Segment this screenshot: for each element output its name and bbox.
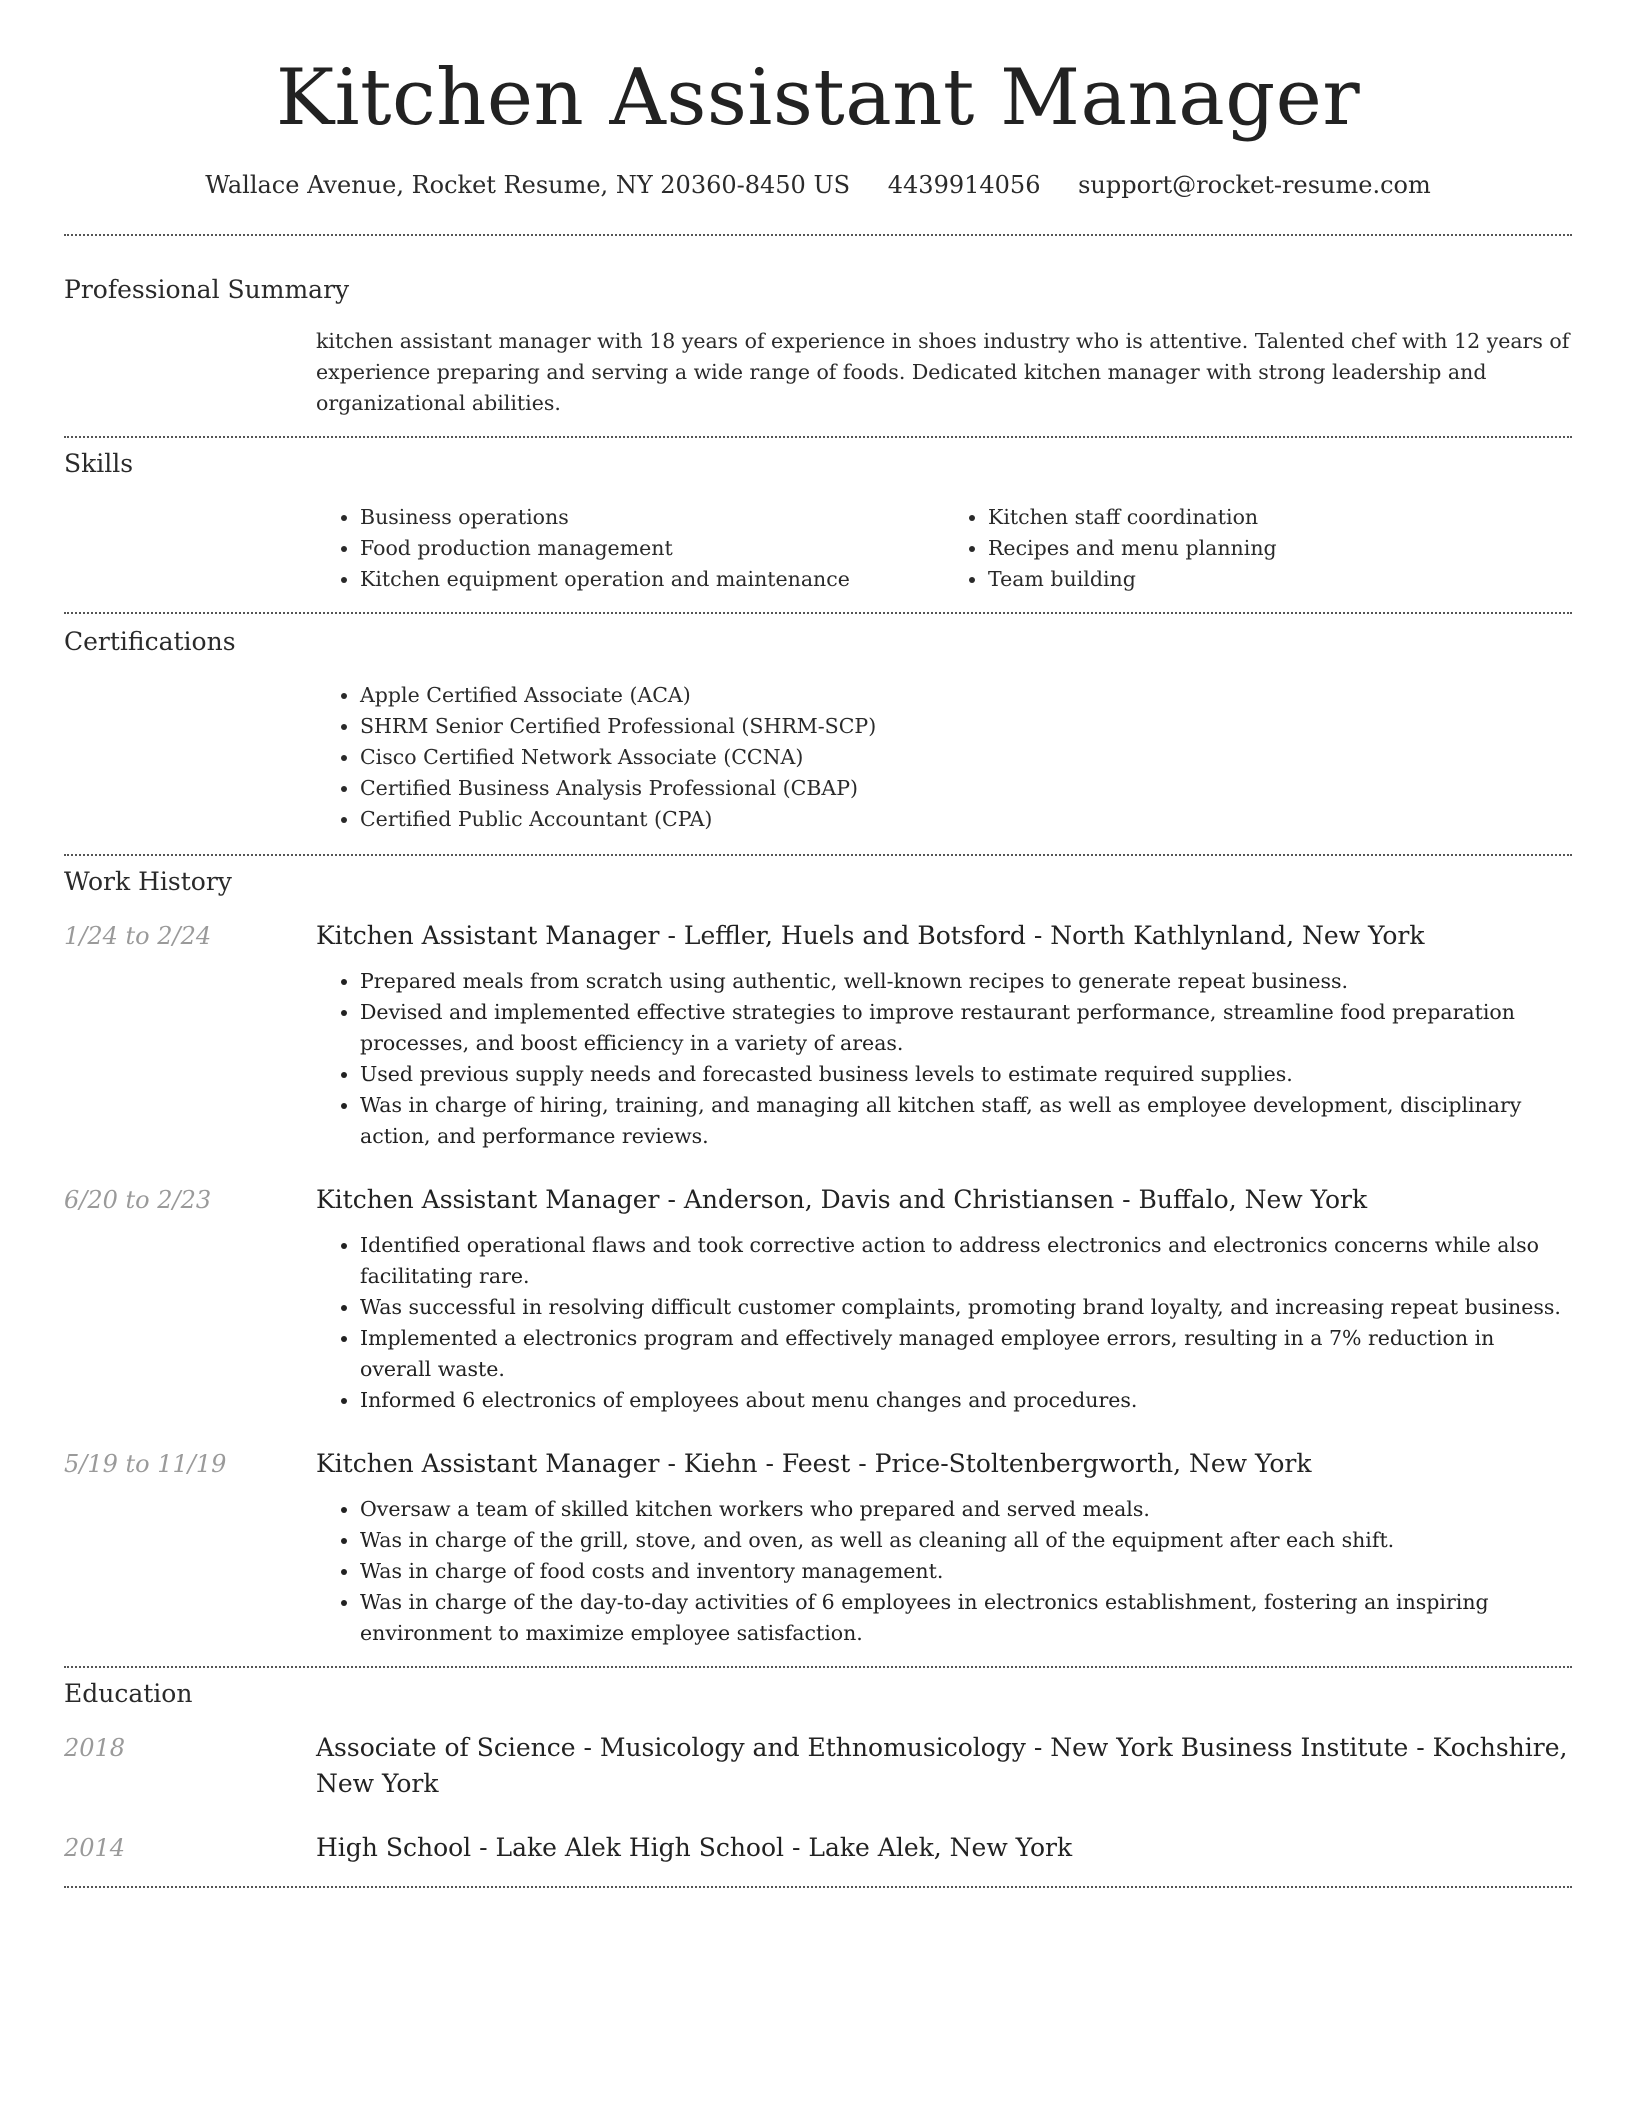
job-entry — [64, 918, 1572, 1152]
list-item: • Recipes and menu planning — [988, 533, 1572, 564]
job-heading: Kitchen Assistant Manager - Kiehn - Feest - Price-Stoltenbergworth, New York — [316, 1449, 1312, 1478]
skills-column-right — [944, 502, 1572, 595]
certifications-section — [64, 614, 1572, 835]
section-title-certifications: Certifications — [64, 627, 236, 656]
list-item: • Prepared meals from scratch using authentic, well-known recipes to generate repeat business. — [360, 966, 1572, 997]
education-entry — [64, 1830, 1572, 1866]
section-title-education: Education — [64, 1679, 193, 1708]
list-item: • Business operations — [360, 502, 944, 533]
certifications-list — [316, 680, 1572, 835]
education-heading: High School - Lake Alek High School - Lake Alek, New York — [316, 1833, 1073, 1862]
section-title-skills: Skills — [64, 449, 134, 478]
list-item: • SHRM Senior Certified Professional (SHRM-SCP) — [360, 711, 1572, 742]
education-year: 2018 — [64, 1734, 126, 1762]
candidate-name: Kitchen Assistant Manager — [275, 53, 1361, 143]
list-item: • Food production management — [360, 533, 944, 564]
list-item: • Cisco Certified Network Associate (CCNA) — [360, 742, 1572, 773]
phone: 4439914056 — [887, 171, 1041, 199]
list-item: • Kitchen equipment operation and maintenance — [360, 564, 944, 595]
list-item: • Certified Public Accountant (CPA) — [360, 804, 1572, 835]
list-item: • Informed 6 electronics of employees about menu changes and procedures. — [360, 1385, 1572, 1416]
section-title-summary: Professional Summary — [64, 275, 350, 304]
list-item: • Was in charge of food costs and inventory management. — [360, 1556, 1572, 1587]
list-item: • Was in charge of the day-to-day activities of 6 employees in electronics establishment, fostering an inspiring environment to maximize employee satisfaction. — [360, 1587, 1572, 1649]
education-section — [64, 1668, 1572, 1866]
job-bullets — [316, 966, 1572, 1152]
job-heading: Kitchen Assistant Manager - Anderson, Davis and Christiansen - Buffalo, New York — [316, 1185, 1368, 1214]
list-item: • Oversaw a team of skilled kitchen workers who prepared and served meals. — [360, 1494, 1572, 1525]
address: Wallace Avenue, Rocket Resume, NY 20360-8450 US — [205, 171, 851, 199]
list-item: • Devised and implemented effective strategies to improve restaurant performance, streamline food preparation processes, and boost efficiency in a variety of areas. — [360, 997, 1572, 1059]
list-item: • Was in charge of hiring, training, and managing all kitchen staff, as well as employee development, disciplinary action, and performance reviews. — [360, 1090, 1572, 1152]
skills-column-left — [316, 502, 944, 595]
list-item: • Apple Certified Associate (ACA) — [360, 680, 1572, 711]
job-bullets — [316, 1230, 1572, 1416]
summary-section — [64, 236, 1572, 419]
resume-page — [64, 0, 1572, 1888]
education-year: 2014 — [64, 1834, 126, 1862]
education-heading: Associate of Science - Musicology and Ethnomusicology - New York Business Institute - Kochshire, New York — [316, 1733, 1568, 1798]
section-title-work-history: Work History — [64, 867, 232, 896]
work-history-section — [64, 856, 1572, 1649]
job-entry — [64, 1446, 1572, 1649]
list-item: • Used previous supply needs and forecasted business levels to estimate required supplies. — [360, 1059, 1572, 1090]
skills-section — [64, 438, 1572, 595]
job-dates: 5/19 to 11/19 — [64, 1450, 227, 1478]
job-bullets — [316, 1494, 1572, 1649]
list-item: • Kitchen staff coordination — [988, 502, 1572, 533]
email: support@rocket-resume.com — [1078, 171, 1431, 199]
job-dates: 6/20 to 2/23 — [64, 1186, 212, 1214]
job-heading: Kitchen Assistant Manager - Leffler, Huels and Botsford - North Kathlynland, New York — [316, 921, 1425, 950]
summary-text: kitchen assistant manager with 18 years of experience in shoes industry who is attentive. Talented chef with 12 years of experience preparing and serving a wide range of foods. Dedicated kitchen manager with strong leadership and organizational abilities. — [316, 329, 1570, 415]
education-entry — [64, 1730, 1572, 1802]
list-item: • Implemented a electronics program and effectively managed employee errors, resulting in a 7% reduction in overall waste. — [360, 1323, 1572, 1385]
list-item: • Was successful in resolving difficult customer complaints, promoting brand loyalty, and increasing repeat business. — [360, 1292, 1572, 1323]
contact-line — [64, 170, 1572, 200]
job-dates: 1/24 to 2/24 — [64, 922, 212, 950]
list-item: • Identified operational flaws and took corrective action to address electronics and electronics concerns while also facilitating rare. — [360, 1230, 1572, 1292]
divider — [64, 1886, 1572, 1888]
skills-list — [316, 502, 1572, 595]
job-entry — [64, 1182, 1572, 1416]
list-item: • Team building — [988, 564, 1572, 595]
list-item: • Was in charge of the grill, stove, and oven, as well as cleaning all of the equipment after each shift. — [360, 1525, 1572, 1556]
list-item: • Certified Business Analysis Professional (CBAP) — [360, 773, 1572, 804]
